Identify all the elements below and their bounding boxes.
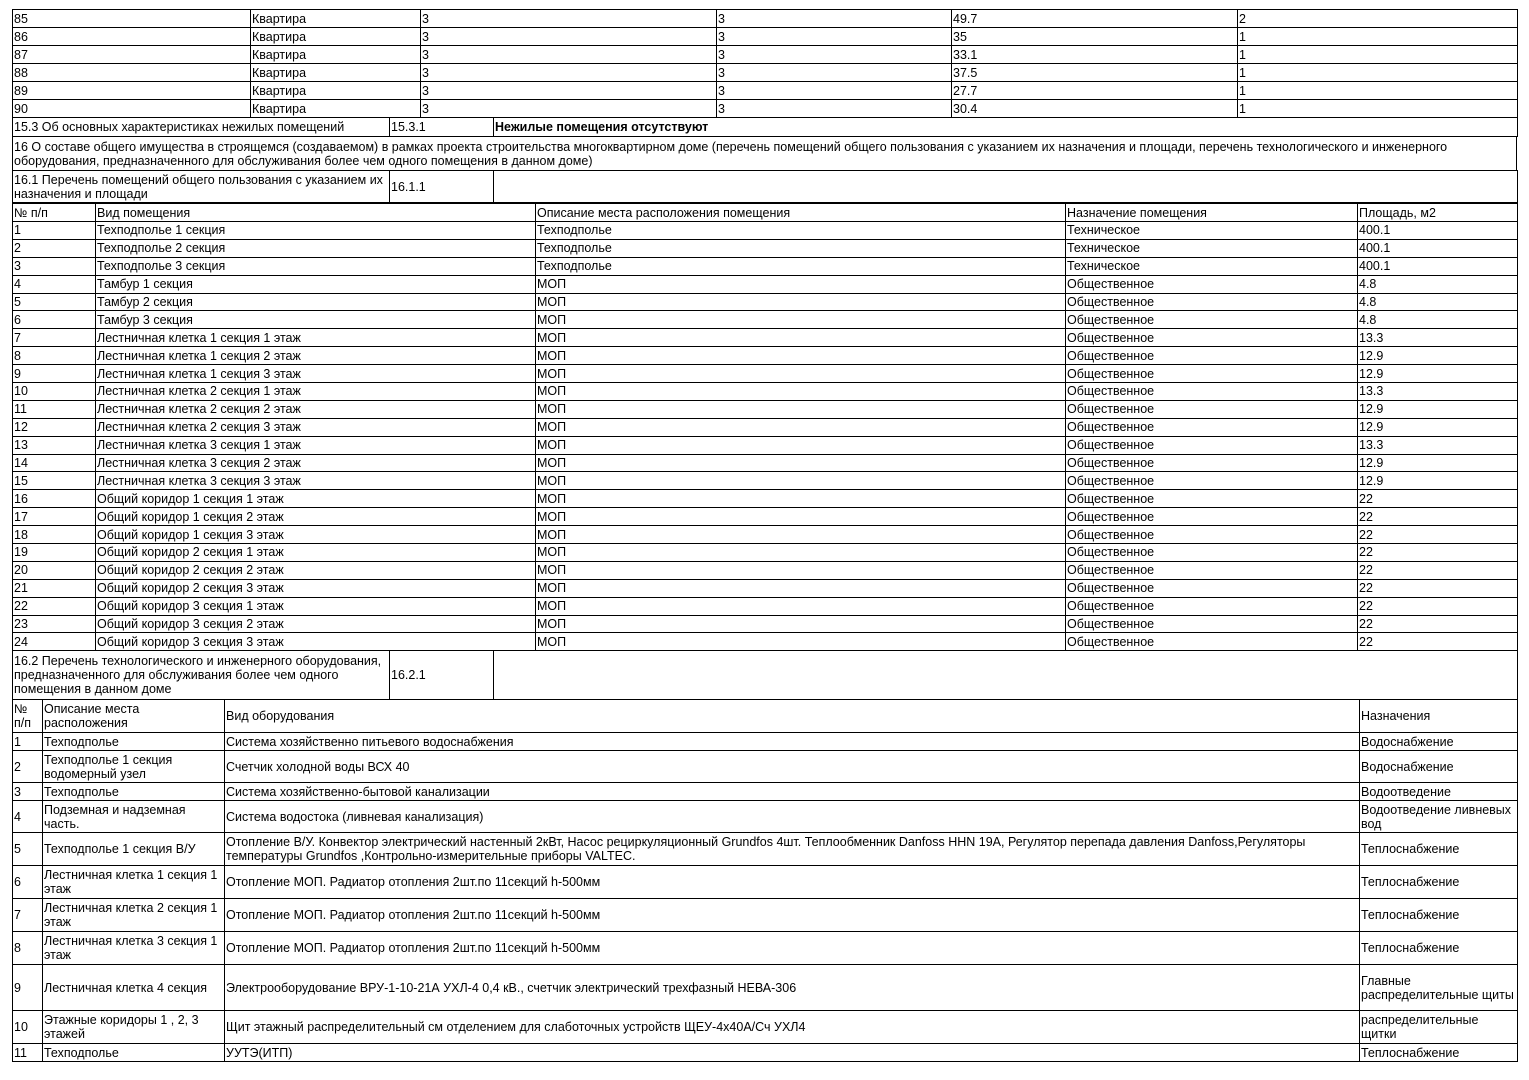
room-row-cell: 16	[13, 490, 96, 508]
section-16-2-code: 16.2.1	[390, 651, 494, 700]
room-row-cell: 8	[13, 347, 96, 365]
room-row-cell: Общий коридор 2 секция 2 этаж	[96, 561, 536, 579]
room-row-cell: 22	[1358, 615, 1518, 633]
room-row-cell: 22	[1358, 633, 1518, 651]
equipment-row-cell: 1	[13, 733, 43, 751]
equipment-header-row	[13, 700, 1518, 733]
room-row-cell: МОП	[536, 383, 1066, 401]
room-row-cell: 20	[13, 561, 96, 579]
room-row	[13, 383, 1518, 401]
room-row-cell: 4	[13, 275, 96, 293]
apartment-row-cell: 3	[717, 10, 952, 28]
room-row	[13, 293, 1518, 311]
room-row-cell: 12.9	[1358, 472, 1518, 490]
section-16-1-code: 16.1.1	[390, 171, 494, 203]
room-row-cell: Общий коридор 1 секция 3 этаж	[96, 526, 536, 544]
room-row	[13, 579, 1518, 597]
room-row-cell: 12	[13, 418, 96, 436]
room-row-cell: МОП	[536, 418, 1066, 436]
room-row-cell: Общественное	[1066, 311, 1358, 329]
equipment-row-cell: Техподполье 1 секция В/У	[43, 833, 225, 866]
room-row	[13, 526, 1518, 544]
room-row-cell: Общественное	[1066, 418, 1358, 436]
apartment-row-cell: Квартира	[251, 100, 421, 118]
apartment-row-cell: 3	[421, 28, 717, 46]
apartment-row-cell: 3	[717, 28, 952, 46]
room-row-cell: 18	[13, 526, 96, 544]
room-row-cell: МОП	[536, 293, 1066, 311]
apartment-row-cell: 1	[1238, 28, 1518, 46]
room-row-cell: Лестничная клетка 3 секция 3 этаж	[96, 472, 536, 490]
section-15-3-code: 15.3.1	[390, 118, 494, 137]
equipment-row-cell: Водоотведение	[1360, 783, 1518, 801]
room-row-cell: Техподполье	[536, 222, 1066, 240]
section-16-2-value	[494, 651, 1518, 700]
room-row-cell: 4.8	[1358, 293, 1518, 311]
room-row-cell: Общественное	[1066, 400, 1358, 418]
equipment-row-cell: Теплоснабжение	[1360, 1044, 1518, 1062]
equipment-row-cell: Этажные коридоры 1 , 2, 3 этажей	[43, 1011, 225, 1044]
room-row	[13, 418, 1518, 436]
equipment-row-cell: УУТЭ(ИТП)	[225, 1044, 1360, 1062]
apartment-row-cell: Квартира	[251, 82, 421, 100]
room-row-cell: Общественное	[1066, 579, 1358, 597]
room-row-cell: Техподполье 2 секция	[96, 239, 536, 257]
equipment-row	[13, 751, 1518, 783]
equipment-row-cell: Лестничная клетка 4 секция	[43, 965, 225, 1011]
equipment-row-cell: Теплоснабжение	[1360, 866, 1518, 899]
room-row-cell: 13	[13, 436, 96, 454]
equipment-row	[13, 833, 1518, 866]
room-row-cell: Общий коридор 2 секция 1 этаж	[96, 544, 536, 562]
room-row-cell: МОП	[536, 561, 1066, 579]
room-row-cell: 12.9	[1358, 454, 1518, 472]
room-row-cell: МОП	[536, 454, 1066, 472]
room-row-cell: 13.3	[1358, 436, 1518, 454]
equipment-row-cell: Теплоснабжение	[1360, 833, 1518, 866]
room-row-cell: Техподполье 3 секция	[96, 257, 536, 275]
apartment-row-cell: 88	[13, 64, 251, 82]
room-row-cell: 24	[13, 633, 96, 651]
section-16-1-label: 16.1 Перечень помещений общего пользования с указанием их назначения и площади	[13, 171, 390, 203]
room-row-cell: Общественное	[1066, 615, 1358, 633]
equipment-row-cell: 6	[13, 866, 43, 899]
room-row	[13, 561, 1518, 579]
room-row-cell: Техническое	[1066, 222, 1358, 240]
room-row-cell: 1	[13, 222, 96, 240]
equipment-row-cell: Подземная и надземная часть.	[43, 801, 225, 833]
room-row-cell: Общественное	[1066, 633, 1358, 651]
room-row-cell: Общественное	[1066, 275, 1358, 293]
apartment-row	[13, 64, 1518, 82]
apartment-row-cell: 85	[13, 10, 251, 28]
room-row-cell: Техническое	[1066, 239, 1358, 257]
room-row-cell: Общественное	[1066, 454, 1358, 472]
apartment-row-cell: 3	[421, 46, 717, 64]
apartment-row-cell: 3	[421, 64, 717, 82]
room-row-cell: Общий коридор 3 секция 3 этаж	[96, 633, 536, 651]
room-row-cell: Общий коридор 1 секция 2 этаж	[96, 508, 536, 526]
room-row-cell: МОП	[536, 400, 1066, 418]
apartment-row-cell: 3	[717, 82, 952, 100]
room-row-cell: 19	[13, 544, 96, 562]
apartment-row-cell: 3	[421, 82, 717, 100]
room-row	[13, 436, 1518, 454]
room-row-cell: Лестничная клетка 1 секция 1 этаж	[96, 329, 536, 347]
room-row	[13, 365, 1518, 383]
room-row-cell: Общественное	[1066, 365, 1358, 383]
apartment-row-cell: 86	[13, 28, 251, 46]
equipment-row-cell: Система хозяйственно-бытовой канализации	[225, 783, 1360, 801]
rooms-header-row-cell: Вид помещения	[96, 204, 536, 222]
room-row	[13, 275, 1518, 293]
room-row	[13, 472, 1518, 490]
room-row-cell: 22	[1358, 561, 1518, 579]
room-row-cell: МОП	[536, 508, 1066, 526]
equipment-row-cell: Электрооборудование ВРУ-1-10-21А УХЛ-4 0,4 кВ., счетчик электрический трехфазный НЕВА-306	[225, 965, 1360, 1011]
room-row-cell: 7	[13, 329, 96, 347]
room-row-cell: 4.8	[1358, 311, 1518, 329]
rooms-header-row	[13, 204, 1518, 222]
equipment-row	[13, 965, 1518, 1011]
room-row	[13, 633, 1518, 651]
equipment-row-cell: Техподполье	[43, 1044, 225, 1062]
section-16-2-label: 16.2 Перечень технологического и инженерного оборудования, предназначенного для обслуживания более чем одного помещения в данном доме	[13, 651, 390, 700]
apartment-row-cell: 90	[13, 100, 251, 118]
equipment-table	[12, 699, 1518, 1062]
section-16-label: 16 О составе общего имущества в строящемся (создаваемом) в рамках проекта строительства многоквартирном доме (перечень помещений общего пользования с указанием их назначения и площади, перечень технологического и инженерного оборудования, предназначенного для обслуживания более чем одного помещения в данном доме)	[13, 137, 1517, 171]
equipment-row	[13, 866, 1518, 899]
room-row-cell: Общественное	[1066, 526, 1358, 544]
section-16	[12, 136, 1517, 171]
room-row-cell: МОП	[536, 329, 1066, 347]
room-row-cell: 400.1	[1358, 222, 1518, 240]
room-row-cell: Общественное	[1066, 561, 1358, 579]
room-row	[13, 544, 1518, 562]
equipment-row-cell: Отопление МОП. Радиатор отопления 2шт.по 11секций h-500мм	[225, 899, 1360, 932]
room-row-cell: Лестничная клетка 2 секция 1 этаж	[96, 383, 536, 401]
equipment-row	[13, 932, 1518, 965]
room-row-cell: МОП	[536, 615, 1066, 633]
room-row-cell: Техподполье 1 секция	[96, 222, 536, 240]
equipment-row-cell: Счетчик холодной воды ВСХ 40	[225, 751, 1360, 783]
room-row-cell: Общественное	[1066, 544, 1358, 562]
room-row-cell: Тамбур 3 секция	[96, 311, 536, 329]
room-row-cell: 400.1	[1358, 257, 1518, 275]
room-row-cell: 14	[13, 454, 96, 472]
apartment-row-cell: 87	[13, 46, 251, 64]
apartment-row-cell: 1	[1238, 82, 1518, 100]
apartment-row	[13, 46, 1518, 64]
equipment-row-cell: Лестничная клетка 2 секция 1 этаж	[43, 899, 225, 932]
equipment-row-cell: Водоснабжение	[1360, 733, 1518, 751]
apartment-row-cell: 1	[1238, 46, 1518, 64]
equipment-row-cell: Отопление МОП. Радиатор отопления 2шт.по 11секций h-500мм	[225, 866, 1360, 899]
apartment-row-cell: 3	[717, 100, 952, 118]
equipment-row	[13, 733, 1518, 751]
room-row	[13, 508, 1518, 526]
apartment-row-cell: Квартира	[251, 46, 421, 64]
room-row-cell: Лестничная клетка 1 секция 3 этаж	[96, 365, 536, 383]
apartments-table	[12, 9, 1518, 118]
room-row-cell: Общий коридор 3 секция 2 этаж	[96, 615, 536, 633]
room-row-cell: Техподполье	[536, 257, 1066, 275]
room-row	[13, 454, 1518, 472]
room-row-cell: 22	[1358, 490, 1518, 508]
equipment-row-cell: Водоотведение ливневых вод	[1360, 801, 1518, 833]
room-row-cell: Техническое	[1066, 257, 1358, 275]
room-row-cell: 12.9	[1358, 418, 1518, 436]
room-row-cell: Общественное	[1066, 293, 1358, 311]
apartment-row-cell: 30.4	[952, 100, 1238, 118]
apartment-row-cell: 33.1	[952, 46, 1238, 64]
room-row-cell: Общественное	[1066, 490, 1358, 508]
apartment-row	[13, 100, 1518, 118]
equipment-row-cell: Отопление В/У. Конвектор электрический настенный 2кВт, Насос рециркуляционный Grundfos 4шт. Теплообменник Danfoss HHN 19A, Регулятор перепада давления Danfoss,Регуляторы температуры Grundfos ,Контрольно-измерительные приборы VALTEC.	[225, 833, 1360, 866]
equipment-row-cell: Система хозяйственно питьевого водоснабжения	[225, 733, 1360, 751]
equipment-row-cell: Щит этажный распределительный см отделением для слаботочных устройств ЩЕУ-4х40А/Сч УХЛ4	[225, 1011, 1360, 1044]
section-15-3-label: 15.3 Об основных характеристиках нежилых помещений	[13, 118, 390, 137]
room-row-cell: 10	[13, 383, 96, 401]
room-row-cell: 22	[13, 597, 96, 615]
rooms-header-row-cell: Назначение помещения	[1066, 204, 1358, 222]
equipment-row-cell: Теплоснабжение	[1360, 932, 1518, 965]
room-row-cell: МОП	[536, 275, 1066, 293]
room-row-cell: 22	[1358, 508, 1518, 526]
room-row-cell: 4.8	[1358, 275, 1518, 293]
room-row-cell: 5	[13, 293, 96, 311]
room-row-cell: МОП	[536, 347, 1066, 365]
room-row-cell: 22	[1358, 597, 1518, 615]
equipment-row-cell: Техподполье 1 секция водомерный узел	[43, 751, 225, 783]
equipment-row-cell: 2	[13, 751, 43, 783]
room-row-cell: Тамбур 2 секция	[96, 293, 536, 311]
room-row	[13, 311, 1518, 329]
room-row	[13, 597, 1518, 615]
equipment-row-cell: Отопление МОП. Радиатор отопления 2шт.по 11секций h-500мм	[225, 932, 1360, 965]
room-row-cell: Общественное	[1066, 329, 1358, 347]
room-row-cell: Общий коридор 2 секция 3 этаж	[96, 579, 536, 597]
equipment-header-row-cell: Описание места расположения	[43, 700, 225, 733]
rooms-header-row-cell: № п/п	[13, 204, 96, 222]
room-row	[13, 239, 1518, 257]
room-row-cell: МОП	[536, 490, 1066, 508]
equipment-row-cell: 8	[13, 932, 43, 965]
room-row-cell: Тамбур 1 секция	[96, 275, 536, 293]
room-row	[13, 347, 1518, 365]
section-16-1-value	[494, 171, 1518, 203]
room-row-cell: МОП	[536, 311, 1066, 329]
apartment-row-cell: 49.7	[952, 10, 1238, 28]
room-row	[13, 615, 1518, 633]
room-row-cell: МОП	[536, 579, 1066, 597]
apartment-row-cell: Квартира	[251, 64, 421, 82]
room-row-cell: 2	[13, 239, 96, 257]
equipment-row	[13, 1044, 1518, 1062]
room-row	[13, 329, 1518, 347]
room-row-cell: 17	[13, 508, 96, 526]
apartment-row-cell: 1	[1238, 100, 1518, 118]
room-row-cell: 400.1	[1358, 239, 1518, 257]
room-row-cell: МОП	[536, 633, 1066, 651]
room-row-cell: МОП	[536, 472, 1066, 490]
rooms-header-row-cell: Описание места расположения помещения	[536, 204, 1066, 222]
room-row-cell: Общественное	[1066, 436, 1358, 454]
apartment-row-cell: 37.5	[952, 64, 1238, 82]
apartment-row-cell: 3	[421, 10, 717, 28]
room-row-cell: МОП	[536, 436, 1066, 454]
room-row-cell: Общественное	[1066, 347, 1358, 365]
room-row-cell: 23	[13, 615, 96, 633]
room-row-cell: 9	[13, 365, 96, 383]
section-15-3-value: Нежилые помещения отсутствуют	[494, 118, 1518, 137]
apartment-row-cell: 3	[421, 100, 717, 118]
room-row-cell: Общественное	[1066, 472, 1358, 490]
room-row-cell: 13.3	[1358, 329, 1518, 347]
equipment-row-cell: Теплоснабжение	[1360, 899, 1518, 932]
equipment-row-cell: 7	[13, 899, 43, 932]
room-row-cell: 12.9	[1358, 400, 1518, 418]
apartment-row-cell: Квартира	[251, 10, 421, 28]
equipment-row-cell: Главные распределительные щиты	[1360, 965, 1518, 1011]
room-row-cell: Техподполье	[536, 239, 1066, 257]
room-row-cell: 21	[13, 579, 96, 597]
apartment-row	[13, 28, 1518, 46]
apartment-row	[13, 10, 1518, 28]
room-row-cell: Лестничная клетка 1 секция 2 этаж	[96, 347, 536, 365]
room-row-cell: 22	[1358, 544, 1518, 562]
apartment-row-cell: 2	[1238, 10, 1518, 28]
room-row-cell: Лестничная клетка 3 секция 1 этаж	[96, 436, 536, 454]
equipment-header-row-cell: Назначения	[1360, 700, 1518, 733]
equipment-row	[13, 899, 1518, 932]
room-row-cell: 22	[1358, 526, 1518, 544]
equipment-row-cell: распределительные щитки	[1360, 1011, 1518, 1044]
room-row	[13, 222, 1518, 240]
room-row-cell: 12.9	[1358, 347, 1518, 365]
equipment-row-cell: Система водостока (ливневая канализация)	[225, 801, 1360, 833]
apartment-row-cell: 1	[1238, 64, 1518, 82]
equipment-row-cell: 10	[13, 1011, 43, 1044]
equipment-header-row-cell: Вид оборудования	[225, 700, 1360, 733]
section-16-2	[12, 650, 1518, 700]
common-rooms-table	[12, 203, 1518, 651]
equipment-row	[13, 783, 1518, 801]
room-row-cell: 13.3	[1358, 383, 1518, 401]
room-row	[13, 257, 1518, 275]
equipment-header-row-cell: № п/п	[13, 700, 43, 733]
room-row-cell: 15	[13, 472, 96, 490]
equipment-row-cell: Лестничная клетка 1 секция 1 этаж	[43, 866, 225, 899]
room-row-cell: 6	[13, 311, 96, 329]
room-row-cell: 11	[13, 400, 96, 418]
room-row	[13, 490, 1518, 508]
room-row-cell: Лестничная клетка 2 секция 3 этаж	[96, 418, 536, 436]
room-row-cell: 22	[1358, 579, 1518, 597]
section-15-3	[12, 117, 1518, 137]
equipment-row-cell: Лестничная клетка 3 секция 1 этаж	[43, 932, 225, 965]
equipment-row-cell: 9	[13, 965, 43, 1011]
apartment-row	[13, 82, 1518, 100]
room-row-cell: Лестничная клетка 2 секция 2 этаж	[96, 400, 536, 418]
apartment-row-cell: 3	[717, 64, 952, 82]
equipment-row-cell: 11	[13, 1044, 43, 1062]
apartment-row-cell: 27.7	[952, 82, 1238, 100]
room-row-cell: МОП	[536, 597, 1066, 615]
room-row-cell: Общий коридор 3 секция 1 этаж	[96, 597, 536, 615]
room-row-cell: МОП	[536, 544, 1066, 562]
room-row	[13, 400, 1518, 418]
room-row-cell: Общественное	[1066, 383, 1358, 401]
equipment-row-cell: 3	[13, 783, 43, 801]
section-16-1	[12, 170, 1518, 203]
equipment-row-cell: 4	[13, 801, 43, 833]
apartment-row-cell: Квартира	[251, 28, 421, 46]
equipment-row	[13, 1011, 1518, 1044]
room-row-cell: Общественное	[1066, 508, 1358, 526]
apartment-row-cell: 35	[952, 28, 1238, 46]
equipment-row-cell: Техподполье	[43, 783, 225, 801]
equipment-row-cell: Водоснабжение	[1360, 751, 1518, 783]
equipment-row	[13, 801, 1518, 833]
apartment-row-cell: 89	[13, 82, 251, 100]
room-row-cell: 3	[13, 257, 96, 275]
room-row-cell: Лестничная клетка 3 секция 2 этаж	[96, 454, 536, 472]
room-row-cell: МОП	[536, 365, 1066, 383]
room-row-cell: Общественное	[1066, 597, 1358, 615]
room-row-cell: 12.9	[1358, 365, 1518, 383]
equipment-row-cell: Техподполье	[43, 733, 225, 751]
apartment-row-cell: 3	[717, 46, 952, 64]
room-row-cell: МОП	[536, 526, 1066, 544]
equipment-row-cell: 5	[13, 833, 43, 866]
rooms-header-row-cell: Площадь, м2	[1358, 204, 1518, 222]
room-row-cell: Общий коридор 1 секция 1 этаж	[96, 490, 536, 508]
